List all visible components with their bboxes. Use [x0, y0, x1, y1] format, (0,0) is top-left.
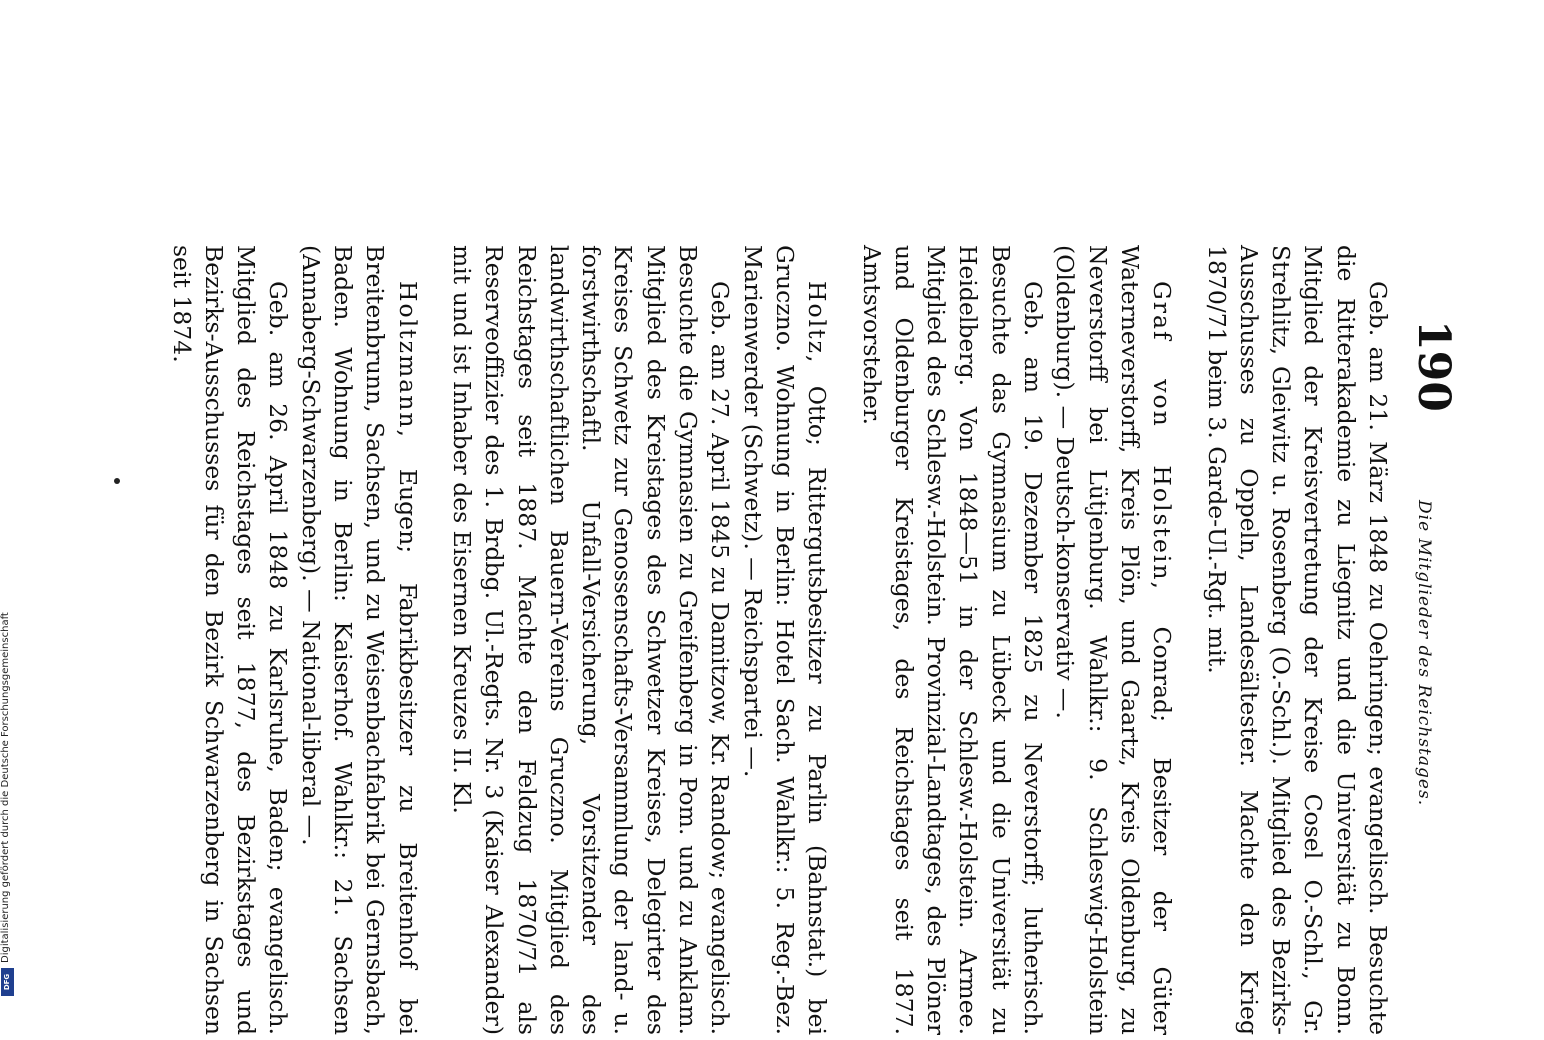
stray-ink-dot — [114, 478, 120, 484]
entry-name: Graf von Holstein, — [1148, 281, 1177, 592]
entry-text: Otto; Rittergutsbesitzer zu Parlin (Bahnstat.) bei Gruczno. Wohnung in Berlin: Hotel Sach. Wahlkr.: 5. Reg.-Bez. Marienwerder (Schwetz). — Reichspartei —. — [738, 245, 832, 1035]
entry-holtzmann — [165, 245, 423, 1035]
running-title: Die Mitglieder des Reichstages. — [1414, 500, 1434, 807]
entry-paragraph: Geb. am 27. April 1845 zu Damitzow, Kr. Randow; evangelisch. Besuchte die Gymnasien zu Greifenberg in Pom. und zu Anklam. Mitglied des Kreistages des Schwetzer Kreises, Delegirter des Kreises Schwetz zur Genossenschafts-Versammlung der land- u. forstwirthschaftl. Unfall-Versicherung, Vorsitzender des landwirthschaftlichen Bauern-Vereins Gruczno. Mitglied des Reichstages seit 1887. Machte den Feldzug 1870/71 als Reserveoffizier des 1. Brdbg. Ul.-Regts. Nr. 3 (Kaiser Alexander) mit und ist Inhaber des Eisernen Kreuzes II. Kl. — [447, 245, 735, 1035]
entry-holstein — [855, 245, 1178, 1035]
page-number: 190 — [1408, 320, 1459, 412]
entry-paragraph — [295, 245, 424, 1035]
running-head — [1408, 320, 1459, 1040]
entry-paragraph — [736, 245, 833, 1035]
entry-text: Conrad; Besitzer der Güter Waterneverstorff, Kreis Plön, und Gaartz, Kreis Oldenburg, zu Neverstorff bei Lütjenburg. Wahlkr.: 9. Schleswig-Holstein (Oldenburg). — Deutsch-konservativ —. — [1051, 245, 1177, 1035]
entry-paragraph: Geb. am 19. Dezember 1825 zu Neverstorff; lutherisch. Besuchte das Gymnasium zu Lübeck und die Universität zu Heidelberg. Von 1848—51 in der Schlesw.-Holstein. Armee. Mitglied des Schlesw.-Holstein. Provinzial-Landtages, des Plöner und Oldenburger Kreistages, des Reichstages seit 1877. Amtsvorsteher. — [857, 245, 1048, 1035]
dfg-logo — [1, 968, 14, 996]
dfg-credit-text: Digitalisierung gefördert durch die Deutsche Forschungsgemeinschaft — [0, 612, 11, 963]
entry-name: Holtz, — [803, 281, 832, 365]
entry-holtz — [446, 245, 834, 1035]
entry-text: Eugen; Fabrikbesitzer zu Breitenhof bei Breitenbrunn, Sachsen, und zu Weisenbachfabrik bei Gernsbach, Baden. Wohnung in Berlin: Kaiserhof. Wahlkr.: 21. Sachsen (Annaberg-Schwarzenberg). — National-liberal —. — [296, 245, 422, 1035]
entry-continuation — [1200, 245, 1394, 1035]
dfg-logo-text: DFG — [3, 973, 12, 991]
dfg-credit-strip — [0, 0, 30, 1000]
entry-paragraph: Geb. am 21. März 1848 zu Oehringen; evangelisch. Besuchte die Ritterakademie zu Liegnitz und die Universität zu Bonn. Mitglied der Kreisvertretung der Kreise Cosel O.-Schl., Gr. Strehlitz, Gleiwitz u. Rosenberg (O.-Schl.). Mitglied des Bezirks-Ausschusses zu Oppeln, Landesältester. Machte den Krieg 1870/71 beim 3. Garde-Ul.-Rgt. mit. — [1202, 245, 1392, 1035]
entry-paragraph — [1049, 245, 1178, 1035]
entry-paragraph: Geb. am 26. April 1848 zu Karlsruhe, Baden; evangelisch. Mitglied des Reichstages seit 1877, des Bezirkstages und Bezirks-Ausschusses für den Bezirk Schwarzenberg in Sachsen seit 1874. — [167, 245, 293, 1035]
text-column — [143, 245, 1394, 1035]
entry-name: Holtzmann, — [393, 281, 422, 440]
